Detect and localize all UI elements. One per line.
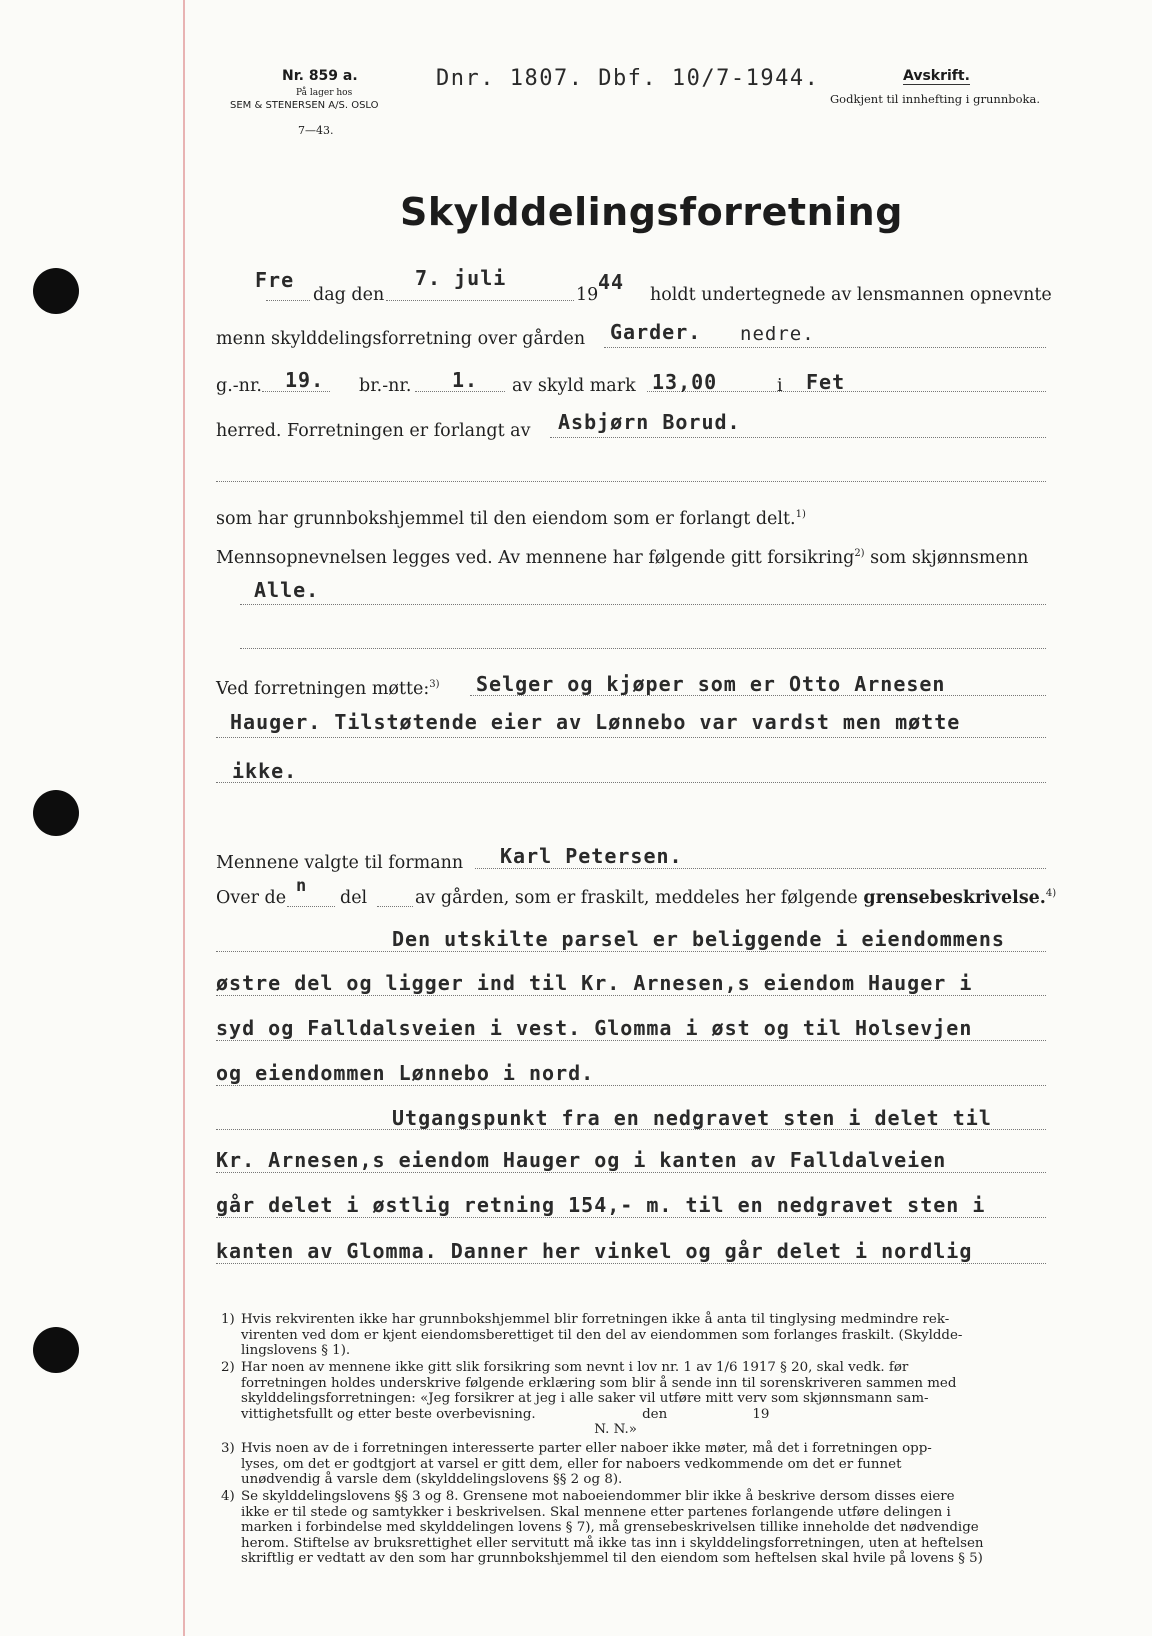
footnote-ref: 4) bbox=[1045, 888, 1057, 900]
form-number: Nr. 859 a. bbox=[282, 68, 358, 84]
footnote-line: Har noen av mennene ikke gitt slik forsikring som nevnt i lov nr. 1 av 1/6 1917 § 20, skal vedk. før bbox=[241, 1360, 909, 1375]
footnote-line: unødvendig å varsle dem (skylddelingslovens §§ 2 og 8). bbox=[241, 1472, 623, 1487]
farm-label: menn skylddelingsforretning over gården bbox=[216, 329, 586, 349]
hjemmel-text: som har grunnbokshjemmel til den eiendom som er forlangt delt. bbox=[216, 509, 796, 529]
oath-text: Mennsopnevnelsen legges ved. Av mennene har følgende gitt forsikring bbox=[216, 548, 855, 568]
brnr-value: 1. bbox=[452, 368, 479, 392]
present-line: ikke. bbox=[232, 759, 298, 783]
herred-label: herred. Forretningen er forlangt av bbox=[216, 421, 531, 441]
boundary-line: syd og Falldalsveien i vest. Glomma i øst og til Holsevjen bbox=[216, 1016, 973, 1040]
intro-rest: holdt undertegnede av lensmannen opnevnte bbox=[650, 285, 1052, 305]
oath-men: Alle. bbox=[254, 578, 320, 602]
boundary-line: Den utskilte parsel er beliggende i eiendommens bbox=[392, 927, 1005, 951]
punch-hole bbox=[33, 790, 79, 836]
day-label: dag den bbox=[313, 285, 385, 305]
footnote-marker: 2) bbox=[221, 1360, 235, 1375]
over-n: n bbox=[296, 876, 308, 896]
over-rest: av gården, som er fraskilt, meddeles her følgende bbox=[415, 888, 858, 908]
footnote-marker: 3) bbox=[221, 1441, 235, 1456]
approval-note: Godkjent til innhefting i grunnboka. bbox=[830, 92, 1040, 106]
footnote-line: forretningen holdes underskrive følgende erklæring som blir å sende inn til sorenskriveren sammen med bbox=[241, 1375, 957, 1391]
oath-text-b: som skjønnsmenn bbox=[870, 548, 1029, 568]
requested-by: Asbjørn Borud. bbox=[558, 410, 741, 434]
date: 7. juli bbox=[415, 266, 507, 290]
gnr-label: g.-nr. bbox=[216, 376, 262, 396]
footnote bbox=[221, 1441, 932, 1488]
chairman: Karl Petersen. bbox=[500, 844, 683, 868]
present-line: Selger og kjøper som er Otto Arnesen bbox=[476, 672, 946, 696]
footnote-line: virenten ved dom er kjent eiendomsberettiget til den del av eiendommen som forlanges fraskilt. (Skyldde- bbox=[241, 1327, 963, 1343]
footnote-line: lingslovens § 1). bbox=[241, 1343, 351, 1358]
grense-label: grensebeskrivelse. bbox=[863, 888, 1046, 908]
year: 44 bbox=[598, 270, 625, 294]
publisher-line2: SEM & STENERSEN A/S. OSLO bbox=[230, 100, 379, 111]
footnote-line: lyses, om det er godtgjort at varsel er gitt dem, eller for naboers vedkommende om det er funnet bbox=[241, 1456, 902, 1472]
footnote-ref: 3) bbox=[429, 679, 440, 691]
over-label: Over de bbox=[216, 888, 287, 908]
footnote-marker: 1) bbox=[221, 1312, 235, 1327]
footnote bbox=[221, 1489, 984, 1567]
footnote-marker: 4) bbox=[221, 1489, 235, 1504]
footnote-line: Hvis noen av de i forretningen interesserte parter eller naboer ikke møter, må det i forretningen opp- bbox=[241, 1441, 932, 1456]
footnote-line: herom. Stiftelse av bruksrettighet eller servitutt må ikke tas inn i skylddelingsforretningen, uten at heftelsen bbox=[241, 1535, 984, 1551]
boundary-line: går delet i østlig retning 154,- m. til en nedgravet sten i bbox=[216, 1193, 986, 1217]
gnr-value: 19. bbox=[285, 368, 325, 392]
boundary-line: Kr. Arnesen,s eiendom Hauger og i kanten av Falldalveien bbox=[216, 1148, 947, 1172]
boundary-line: kanten av Glomma. Danner her vinkel og går delet i nordlig bbox=[216, 1239, 973, 1263]
margin-rule bbox=[183, 0, 185, 1636]
footnote-line: Hvis rekvirenten ikke har grunnbokshjemmel blir forretningen ikke å anta til tinglysing medmindre rek- bbox=[241, 1312, 950, 1327]
footnote-line: ikke er til stede og samtykker i beskrivelsen. Skal mennene etter partenes forlangende utføre delingen i bbox=[241, 1504, 951, 1520]
footnote-ref: 2) bbox=[854, 548, 865, 560]
print-date: 7—43. bbox=[298, 124, 334, 137]
footnote-line: marken i forbindelse med skylddelingen lovens § 7), må grensebeskrivelsen tillike inneholde det nødvendige bbox=[241, 1520, 979, 1535]
footnote-line: vittighetsfullt og etter beste overbevisning. den 19 bbox=[241, 1406, 770, 1422]
footnote-line: skriftlig er vedtatt av den som har grunnbokshjemmel til den eiendom som heftelsen skal hvile på lovens § 5) bbox=[241, 1551, 983, 1566]
footnote bbox=[221, 1312, 963, 1359]
del-label: del bbox=[340, 888, 368, 908]
avskrift-label: Avskrift. bbox=[903, 68, 970, 84]
present-label: Ved forretningen møtte: bbox=[216, 679, 430, 699]
footnote-line: N. N.» bbox=[241, 1422, 637, 1437]
brnr-label: br.-nr. bbox=[359, 376, 412, 396]
boundary-line: og eiendommen Lønnebo i nord. bbox=[216, 1061, 595, 1085]
day-prefix: Fre bbox=[255, 268, 295, 292]
footnote-line: skylddelingsforretningen: «Jeg forsikrer at jeg i alle saker vil utføre mitt verv som skjønnsmann sam- bbox=[241, 1391, 929, 1406]
registration-stamp: Dnr. 1807. Dbf. 10/7-1944. bbox=[436, 66, 820, 91]
farm-name: Garder. bbox=[610, 320, 702, 344]
municipality: Fet bbox=[806, 370, 846, 394]
i-label: i bbox=[777, 376, 783, 396]
present-line: Hauger. Tilstøtende eier av Lønnebo var vardst men møtte bbox=[230, 710, 961, 734]
footnote-line: Se skylddelingslovens §§ 3 og 8. Grensene mot naboeiendommer blir ikke å beskrive dersom disses eiere bbox=[241, 1489, 955, 1504]
chair-label: Mennene valgte til formann bbox=[216, 853, 464, 873]
skyld-value: 13,00 bbox=[652, 370, 718, 394]
document-title: Skylddelingsforretning bbox=[400, 190, 903, 234]
punch-hole bbox=[33, 268, 79, 314]
skyld-label: av skyld mark bbox=[512, 376, 636, 396]
boundary-line: østre del og ligger ind til Kr. Arnesen,s eiendom Hauger i bbox=[216, 971, 973, 995]
punch-hole bbox=[33, 1327, 79, 1373]
century: 19 bbox=[576, 285, 599, 305]
boundary-line: Utgangspunkt fra en nedgravet sten i delet til bbox=[392, 1106, 992, 1130]
footnote-ref: 1) bbox=[795, 509, 806, 521]
farm-suffix: nedre. bbox=[740, 323, 815, 345]
footnote bbox=[221, 1360, 957, 1438]
publisher-line1: På lager hos bbox=[296, 88, 353, 98]
